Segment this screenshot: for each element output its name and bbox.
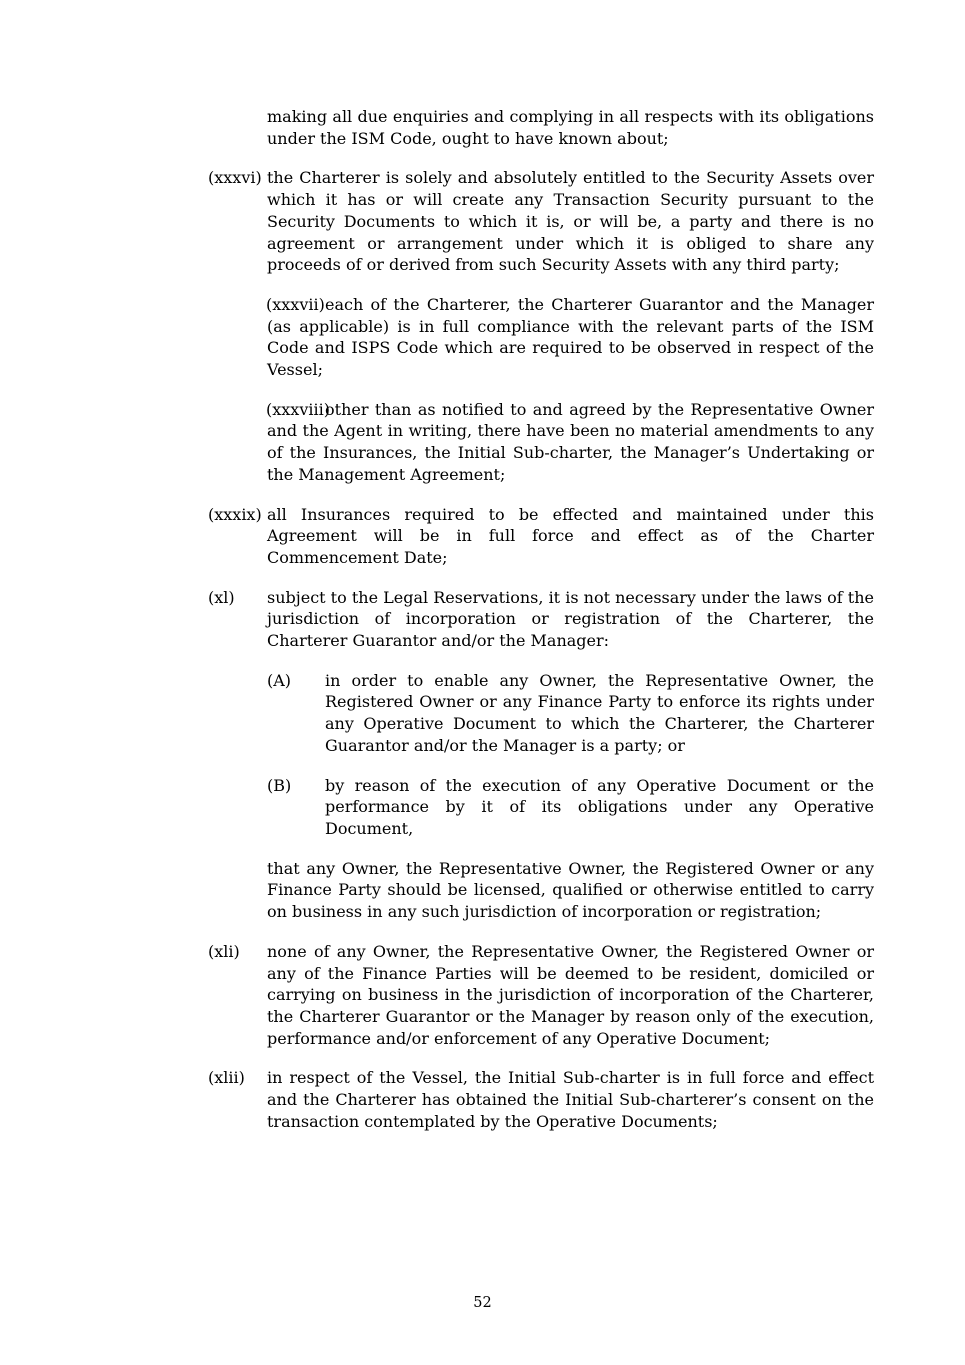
clause-text: in respect of the Vessel, the Initial Sub-charter is in full force and effect and the Charterer has obtained the Initial Sub-charterer’s consent on the transaction contemplated by the Operative Documents; — [267, 1068, 874, 1131]
clause-label: (xxxvi) — [208, 168, 262, 188]
clause-xxxvi — [208, 167, 874, 276]
clause-label: (xxxvii) — [266, 294, 325, 314]
clause-label: (xxxviii) — [266, 399, 330, 419]
clause-xxxviii — [208, 399, 874, 486]
clause-label: (xlii) — [208, 1068, 245, 1088]
clause-text: none of any Owner, the Representative Owner, the Registered Owner or any of the Finance Parties will be deemed to be resident, domiciled or carrying on business in the jurisdiction of incorporation of the Charterer, the Charterer Guarantor or the Manager by reason only of the execution, performance and/or enforcement of any Operative Document; — [267, 941, 874, 1048]
subclause-text: by reason of the execution of any Operative Document or the performance by it of its obligations under any Operative Document, — [325, 775, 874, 838]
subclause-label: (A) — [267, 670, 292, 690]
clause-xli — [208, 941, 874, 1050]
clause-text: all Insurances required to be effected and maintained under this Agreement will be in full force and effect as of the Charter Commencement Date; — [267, 504, 874, 567]
clause-label: (xl) — [208, 587, 235, 607]
clause-xl — [208, 587, 874, 652]
subclause-text: in order to enable any Owner, the Representative Owner, the Registered Owner or any Finance Party to enforce its rights under any Operative Document to which the Charterer, the Charterer Guarantor and/or the Manager is a party; or — [325, 670, 874, 755]
clause-xxxix — [208, 504, 874, 569]
page-number: 52 — [473, 1295, 492, 1311]
clause-label: (xxxix) — [208, 504, 262, 524]
clause-list — [208, 106, 874, 1150]
clause-text: making all due enquiries and complying in all respects with its obligations under the ISM Code, ought to have known about; — [267, 107, 874, 148]
subclause-b — [267, 775, 874, 840]
subclause-a — [267, 670, 874, 757]
subclause-label: (B) — [267, 775, 292, 795]
clause-text: that any Owner, the Representative Owner, the Registered Owner or any Finance Party should be licensed, qualified or otherwise entitled to carry on business in any such jurisdiction of incorporation or registration; — [267, 858, 874, 922]
clause-xxxvii — [208, 294, 874, 381]
clause-text: other than as notified to and agreed by the Representative Owner and the Agent in writing, there have been no material amendments to any of the Insurances, the Initial Sub-charter, the Manager’s Undertaking or the Management Agreement; — [267, 399, 874, 484]
clause-xlii — [208, 1067, 874, 1132]
clause-text: each of the Charterer, the Charterer Guarantor and the Manager (as applicable) is in full compliance with the relevant parts of the ISM Code and ISPS Code which are required to be observed in respect of the Vessel; — [267, 294, 874, 380]
clause-xl-closing-paragraph — [208, 858, 874, 923]
clause-label: (xli) — [208, 941, 240, 961]
clause-text: subject to the Legal Reservations, it is not necessary under the laws of the jurisdiction of incorporation or registration of the Charterer, the Charterer Guarantor and/or the Manager: — [267, 587, 874, 651]
continuation-paragraph — [208, 106, 874, 149]
clause-text: the Charterer is solely and absolutely entitled to the Security Assets over which it has or will create any Transaction Security pursuant to the Security Documents to which it is, or will be, a party and there is no agreement or arrangement under which it is obliged to share any proceeds of or derived from such Security Assets with any third party; — [267, 168, 874, 275]
